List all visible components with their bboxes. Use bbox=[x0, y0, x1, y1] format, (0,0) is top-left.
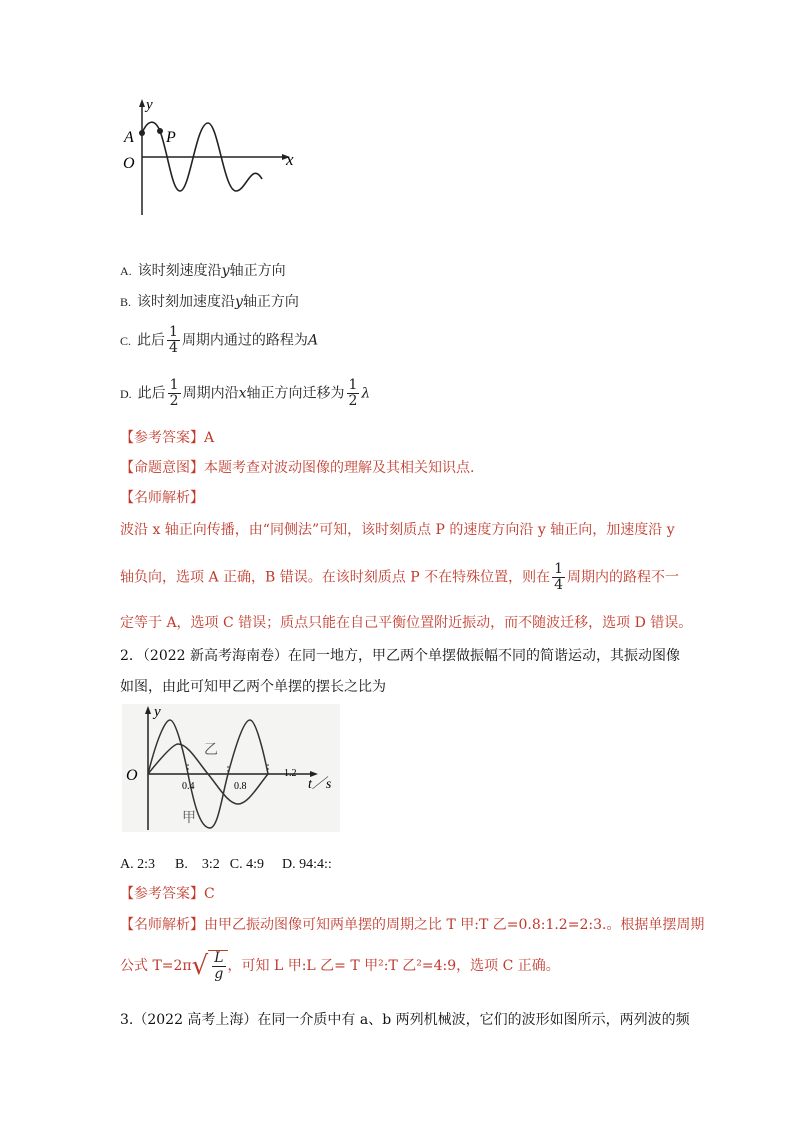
wave-figure bbox=[120, 95, 305, 220]
question-2-line-1: 2．（2022 新高考海南卷）在同一地方，甲乙两个单摆做振幅不同的简谐运动，其振动图像 bbox=[120, 648, 680, 664]
origin-label: O bbox=[123, 155, 135, 172]
analysis-1-line-2: 轴负向，选项 A 正确，B 错误。在该时刻质点 P 不在特殊位置，则在 $\frac{1}{4}$ 周期内的路程不一 bbox=[120, 561, 679, 593]
origin-label: O bbox=[126, 767, 138, 784]
intent: 【命题意图】本题考查对波动图像的理解及其相关知识点. bbox=[120, 460, 475, 476]
y-axis-arrow bbox=[145, 706, 151, 714]
point-p bbox=[157, 128, 163, 134]
analysis-1-line-1: 波沿 x 轴正向传播，由“同侧法”可知，该时刻质点 P 的速度方向沿 y 轴正向，加速度沿 y bbox=[120, 522, 675, 538]
analysis-2-line-1: 【名师解析】由甲乙振动图像可知两单摆的周期之比 T 甲:T 乙=0.8:1.2=2:3.。根据单摆周期 bbox=[120, 917, 705, 933]
x-label: x bbox=[286, 150, 294, 169]
fraction: $\frac{1}{4}$ bbox=[554, 561, 563, 593]
fraction: $\frac{1}{2}$ bbox=[348, 377, 358, 409]
question-2-line-2: 如图，由此可知甲乙两个单摆的摆长之比为 bbox=[120, 679, 386, 695]
p-label: P bbox=[166, 129, 176, 146]
oscillation-figure bbox=[122, 704, 340, 832]
option-d: D. 此后 $\frac{1}{2}$ 周期内沿x轴正方向迁移为 $\frac{1}{2}$ λ bbox=[120, 377, 371, 409]
sqrt-expression: √ $\frac{L}{g}$ bbox=[192, 950, 228, 982]
option-c: C. 此后 $\frac{1}{4}$ 周期内通过的路程为A bbox=[120, 324, 319, 356]
tick-label-0-8: 0.8 bbox=[234, 781, 247, 792]
y-axis-arrow bbox=[139, 99, 145, 107]
answer-1: 【参考答案】A bbox=[120, 430, 215, 446]
tick-label-0-4: 0.4 bbox=[182, 781, 195, 792]
fraction: $\frac{1}{2}$ bbox=[169, 377, 179, 409]
answer-2: 【参考答案】C bbox=[120, 886, 215, 902]
label-yi: 乙 bbox=[204, 742, 218, 758]
option-a: A. 该时刻速度沿y轴正方向 bbox=[120, 263, 286, 279]
y-label: y bbox=[154, 704, 161, 720]
t-label: t／s bbox=[308, 777, 332, 792]
a-label: A bbox=[124, 129, 134, 146]
question-2-options: A. 2:3 B. 3:2 C. 4:9 D. 94:4:: bbox=[120, 857, 332, 872]
analysis-2-line-2: 公式 T=2π √ $\frac{L}{g}$ ，可知 L 甲:L 乙= T 甲²:T 乙²=4:9，选项 C 正确。 bbox=[120, 950, 560, 982]
point-a bbox=[139, 130, 145, 136]
analysis-1-header: 【名师解析】 bbox=[120, 490, 204, 506]
tick-label-1-2: 1.2 bbox=[284, 768, 297, 779]
analysis-1-line-3: 定等于 A，选项 C 错误；质点只能在自己平衡位置附近振动，而不随波迁移，选项 D 错误。 bbox=[120, 615, 693, 631]
question-3-line-1: 3.（2022 高考上海）在同一介质中有 a、b 两列机械波，它们的波形如图所示，两列波的频 bbox=[120, 1012, 690, 1028]
fraction: $\frac{1}{4}$ bbox=[169, 324, 178, 356]
y-label: y bbox=[146, 97, 153, 113]
option-b: B. 该时刻加速度沿y轴正方向 bbox=[120, 294, 299, 310]
label-jia: 甲 bbox=[182, 810, 196, 826]
